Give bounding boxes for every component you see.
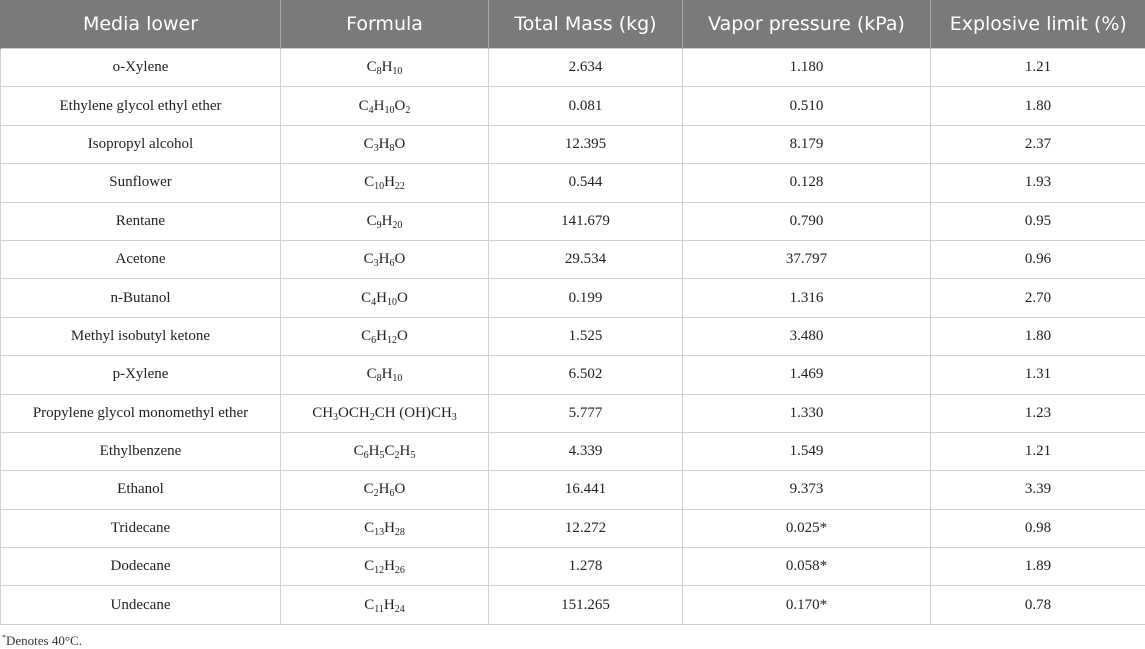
formula-element: H [369,443,380,459]
total-mass-cell: 16.441 [489,471,683,509]
total-mass-cell: 5.777 [489,394,683,432]
explosive-limit-cell: 1.80 [931,317,1145,355]
column-header-vapor-pressure: Vapor pressure (kPa) [683,0,931,49]
formula-cell [281,586,489,624]
table-row [1,202,1145,240]
formula-subscript: 26 [395,565,405,576]
media-name-cell: o-Xylene [1,49,281,87]
table-row [1,356,1145,394]
formula-cell [281,432,489,470]
total-mass-cell: 141.679 [489,202,683,240]
formula-element: CH [312,405,333,421]
vapor-pressure-cell: 1.330 [683,394,931,432]
explosive-limit-cell: 2.70 [931,279,1145,317]
formula-subscript: 10 [392,373,402,384]
column-header-media: Media lower [1,0,281,49]
vapor-pressure-cell: 1.316 [683,279,931,317]
table-row [1,432,1145,470]
formula-cell [281,279,489,317]
total-mass-cell: 0.081 [489,87,683,125]
vapor-pressure-cell: 3.480 [683,317,931,355]
formula-cell [281,548,489,586]
formula-subscript: 8 [377,373,382,384]
formula-cell [281,49,489,87]
vapor-pressure-cell: 9.373 [683,471,931,509]
total-mass-cell: 1.278 [489,548,683,586]
formula-subscript: 13 [374,527,384,538]
table-row [1,317,1145,355]
column-header-formula: Formula [281,0,489,49]
formula-subscript: 2 [370,412,375,423]
explosive-limit-cell: 1.93 [931,164,1145,202]
formula-subscript: 4 [369,105,374,116]
formula-element: C [367,213,377,229]
table-row [1,586,1145,624]
table-row [1,164,1145,202]
table-row [1,471,1145,509]
explosive-limit-cell: 1.80 [931,87,1145,125]
formula-element: C [364,520,374,536]
explosive-limit-cell: 0.95 [931,202,1145,240]
formula-subscript: 6 [364,450,369,461]
formula-element: H [376,290,387,306]
media-name-cell: Sunflower [1,164,281,202]
formula-cell [281,240,489,278]
formula-cell [281,509,489,547]
total-mass-cell: 4.339 [489,432,683,470]
formula-cell [281,125,489,163]
formula-subscript: 11 [374,604,384,615]
formula-element: H [382,213,393,229]
column-header-total-mass: Total Mass (kg) [489,0,683,49]
formula-cell [281,356,489,394]
formula-element: H [384,174,395,190]
formula-element: C [361,328,371,344]
total-mass-cell: 12.272 [489,509,683,547]
vapor-pressure-cell: 1.469 [683,356,931,394]
formula-cell [281,317,489,355]
explosive-limit-cell: 0.96 [931,240,1145,278]
total-mass-cell: 1.525 [489,317,683,355]
media-name-cell: Isopropyl alcohol [1,125,281,163]
formula-subscript: 9 [377,220,382,231]
vapor-pressure-cell: 0.025* [683,509,931,547]
explosive-limit-cell: 0.78 [931,586,1145,624]
footnote-text: Denotes 40°C. [6,633,82,648]
explosive-limit-cell: 1.23 [931,394,1145,432]
formula-subscript: 3 [374,143,379,154]
formula-subscript: 28 [395,527,405,538]
table-body [1,49,1145,625]
table-row [1,125,1145,163]
formula-element: H [376,328,387,344]
formula-element: C [364,251,374,267]
formula-subscript: 12 [374,565,384,576]
explosive-limit-cell: 0.98 [931,509,1145,547]
formula-element: O [397,328,408,344]
media-name-cell: n-Butanol [1,279,281,317]
formula-subscript: 10 [387,297,397,308]
total-mass-cell: 12.395 [489,125,683,163]
formula-element: C [354,443,364,459]
explosive-limit-cell: 3.39 [931,471,1145,509]
formula-subscript: 5 [380,450,385,461]
media-name-cell: Rentane [1,202,281,240]
vapor-pressure-cell: 0.128 [683,164,931,202]
media-name-cell: Ethanol [1,471,281,509]
formula-subscript: 6 [371,335,376,346]
media-name-cell: Methyl isobutyl ketone [1,317,281,355]
vapor-pressure-cell: 0.510 [683,87,931,125]
total-mass-cell: 6.502 [489,356,683,394]
formula-element: H [379,136,390,152]
vapor-pressure-cell: 0.790 [683,202,931,240]
media-name-cell: Acetone [1,240,281,278]
footnote-mark: * [2,633,6,642]
total-mass-cell: 151.265 [489,586,683,624]
formula-element: H [374,98,385,114]
formula-subscript: 8 [377,66,382,77]
media-name-cell: Undecane [1,586,281,624]
media-name-cell: Dodecane [1,548,281,586]
header-row [1,0,1145,49]
media-name-cell: Ethylene glycol ethyl ether [1,87,281,125]
formula-subscript: 10 [392,66,402,77]
vapor-pressure-cell: 8.179 [683,125,931,163]
media-name-cell: Propylene glycol monomethyl ether [1,394,281,432]
table-row [1,548,1145,586]
table-row [1,49,1145,87]
formula-element: H [379,251,390,267]
formula-subscript: 3 [452,412,457,423]
vapor-pressure-cell: 0.170* [683,586,931,624]
formula-element: CH (OH)CH [375,405,452,421]
formula-element: H [382,366,393,382]
formula-element: C [364,597,374,613]
formula-element: C [364,174,374,190]
vapor-pressure-cell: 37.797 [683,240,931,278]
formula-subscript: 22 [395,181,405,192]
formula-element: C [364,481,374,497]
formula-subscript: 10 [385,105,395,116]
formula-element: C [364,136,374,152]
formula-subscript: 2 [405,105,410,116]
formula-element: H [379,481,390,497]
formula-subscript: 4 [371,297,376,308]
table-row [1,87,1145,125]
formula-element: C [367,366,377,382]
formula-subscript: 12 [387,335,397,346]
formula-cell [281,202,489,240]
explosive-limit-cell: 1.21 [931,432,1145,470]
explosive-limit-cell: 2.37 [931,125,1145,163]
explosive-limit-cell: 1.89 [931,548,1145,586]
formula-element: C [359,98,369,114]
formula-subscript: 6 [390,488,395,499]
formula-element: H [400,443,411,459]
column-header-explosive-limit: Explosive limit (%) [931,0,1145,49]
formula-subscript: 3 [374,258,379,269]
formula-element: H [384,597,395,613]
formula-element: C [385,443,395,459]
total-mass-cell: 29.534 [489,240,683,278]
total-mass-cell: 2.634 [489,49,683,87]
formula-subscript: 24 [395,604,405,615]
formula-subscript: 3 [333,412,338,423]
formula-cell [281,394,489,432]
formula-element: O [397,290,408,306]
formula-element: C [361,290,371,306]
table-row [1,509,1145,547]
formula-element: O [395,136,406,152]
formula-subscript: 2 [395,450,400,461]
formula-element: C [364,558,374,574]
formula-subscript: 8 [390,143,395,154]
formula-element: C [367,59,377,75]
media-name-cell: Tridecane [1,509,281,547]
formula-element: H [382,59,393,75]
vapor-pressure-cell: 1.549 [683,432,931,470]
formula-element: O [395,251,406,267]
formula-element: O [395,98,406,114]
formula-subscript: 20 [392,220,402,231]
formula-cell [281,164,489,202]
media-name-cell: p-Xylene [1,356,281,394]
formula-element: H [384,558,395,574]
explosive-limit-cell: 1.31 [931,356,1145,394]
media-name-cell: Ethylbenzene [1,432,281,470]
formula-subscript: 2 [374,488,379,499]
vapor-pressure-cell: 1.180 [683,49,931,87]
table-row [1,240,1145,278]
table-row [1,394,1145,432]
formula-subscript: 10 [374,181,384,192]
total-mass-cell: 0.544 [489,164,683,202]
formula-cell [281,471,489,509]
vapor-pressure-cell: 0.058* [683,548,931,586]
formula-subscript: 6 [390,258,395,269]
explosive-limit-cell: 1.21 [931,49,1145,87]
formula-element: OCH [338,405,370,421]
total-mass-cell: 0.199 [489,279,683,317]
formula-subscript: 5 [410,450,415,461]
formula-element: H [384,520,395,536]
formula-cell [281,87,489,125]
table-row [1,279,1145,317]
formula-element: O [395,481,406,497]
